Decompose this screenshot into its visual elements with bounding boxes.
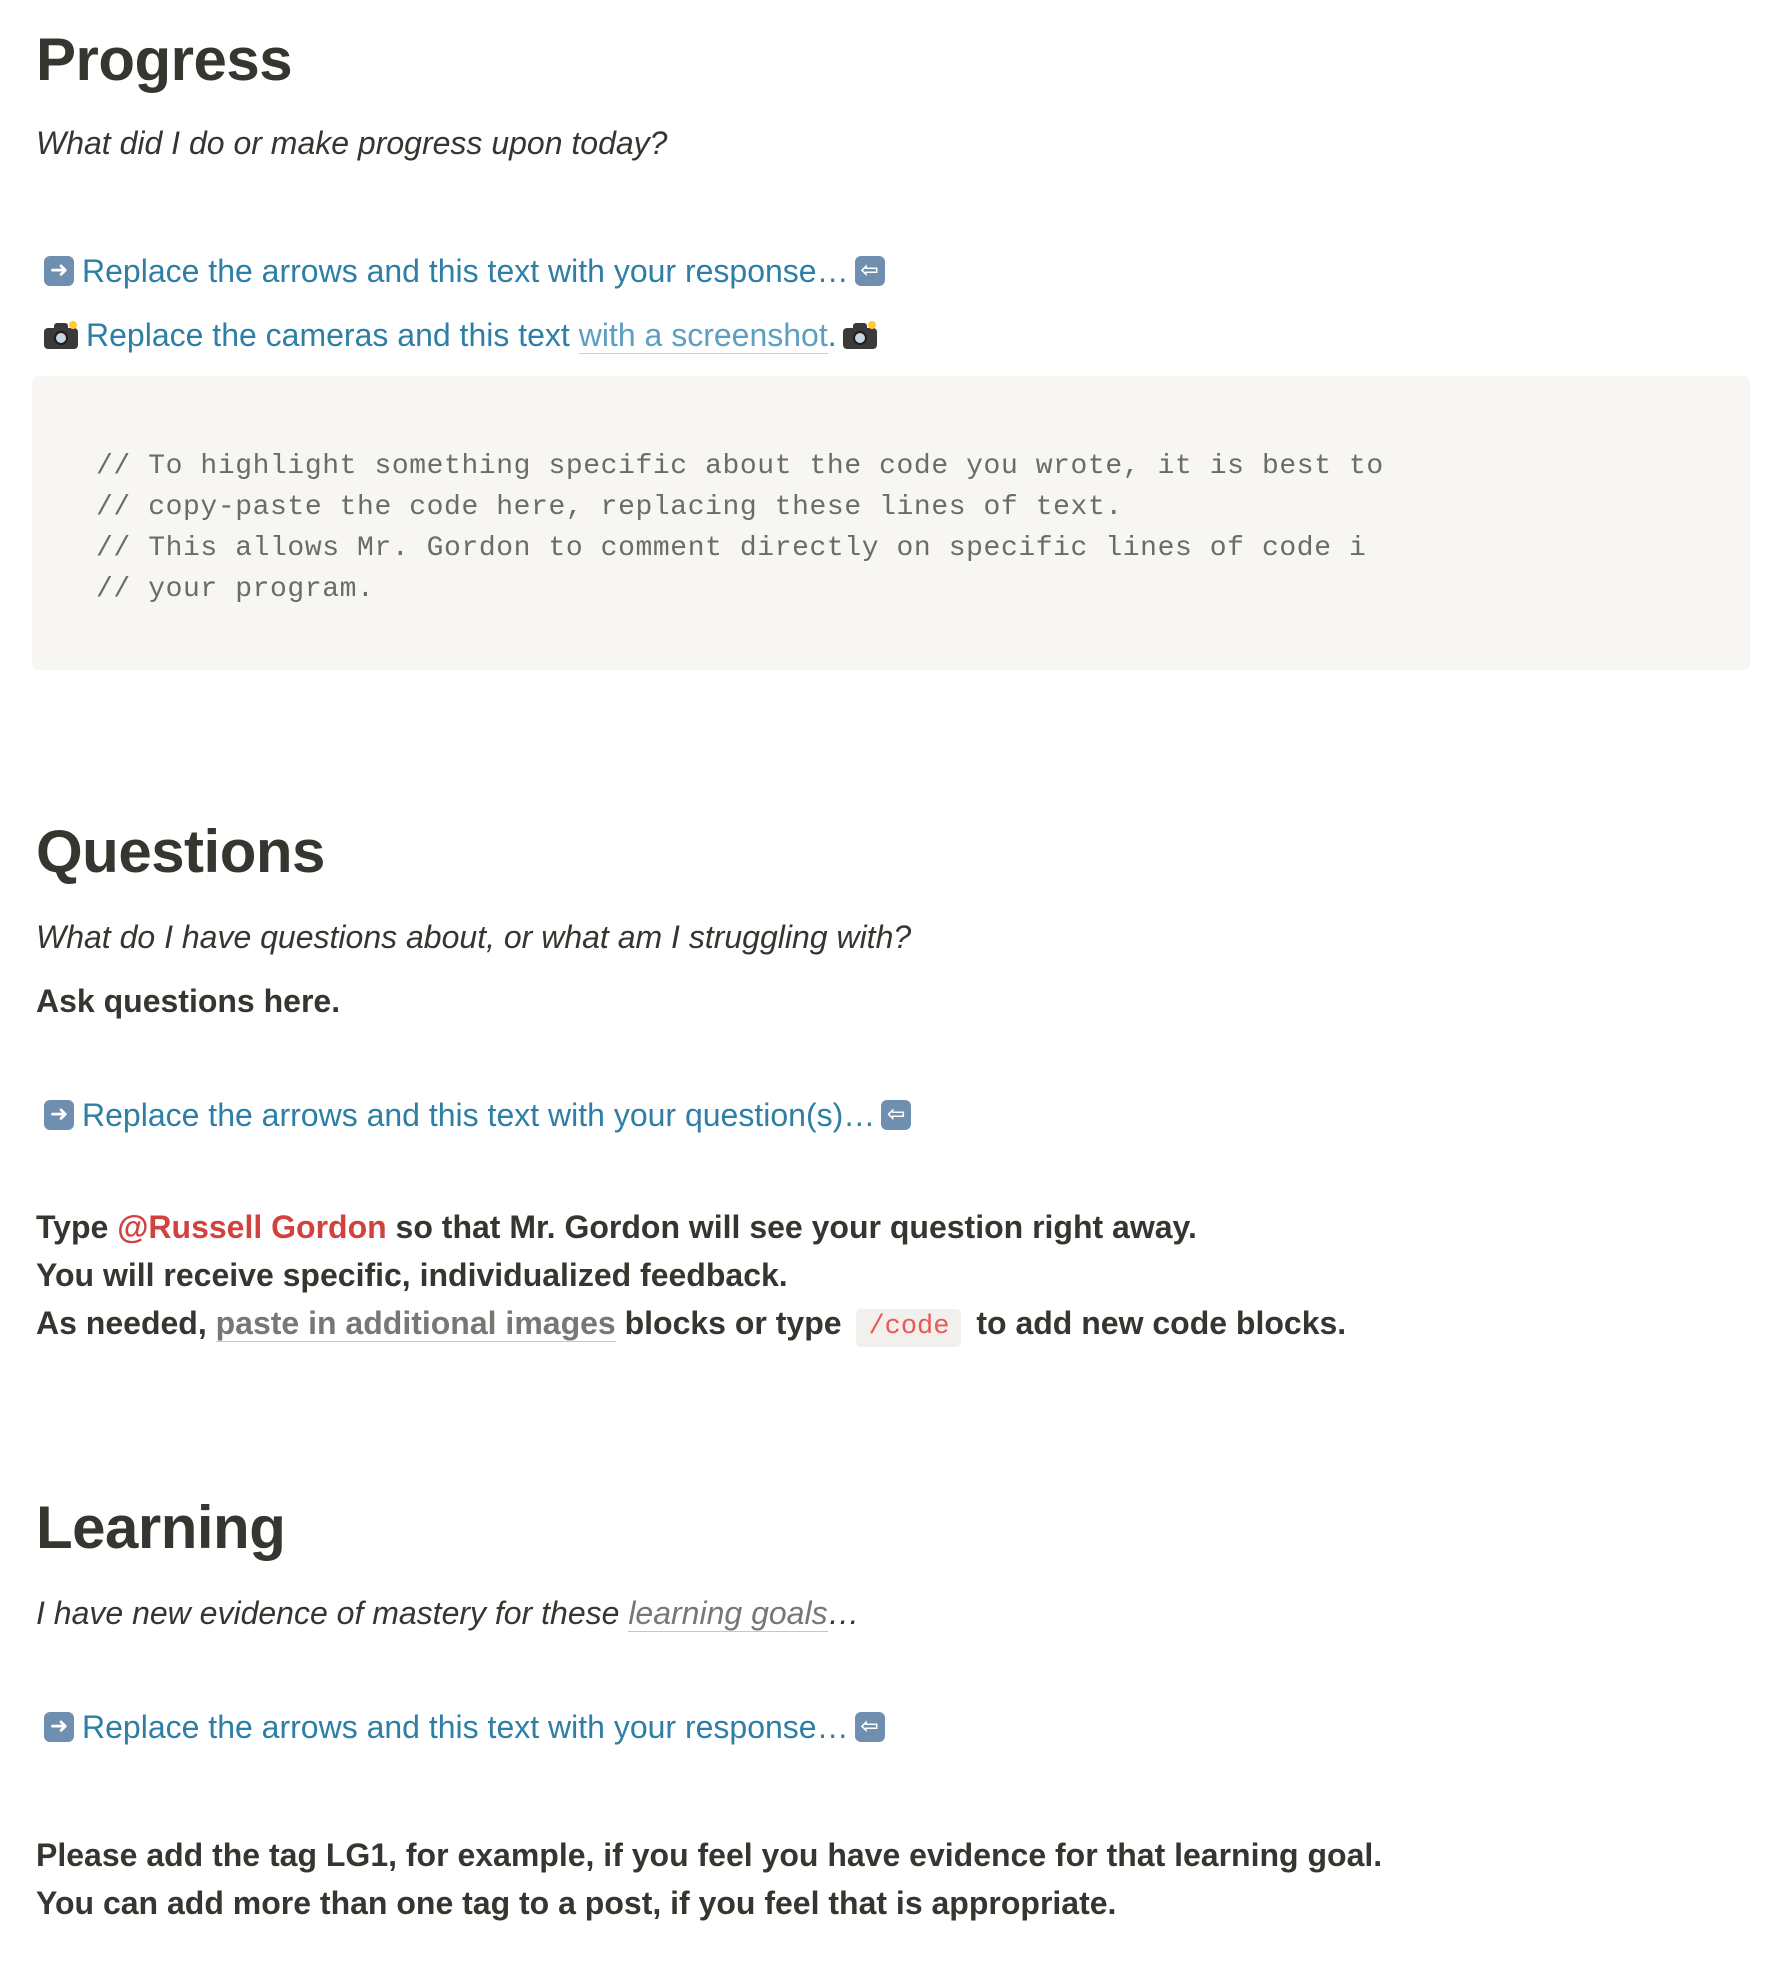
code-block-text[interactable]: // To highlight something specific about the code you wrote, it is best to // copy-paste the code here, replacing these lines of text. // This allows Mr. Gordon to comment directly on specific lines of code i // your program.	[96, 451, 1384, 605]
as-needed-line: As needed, paste in additional images blocks or type /code to add new code blocks.	[36, 1304, 1346, 1347]
right-arrow-icon: ➜	[44, 256, 74, 286]
progress-response-text: Replace the arrows and this text with your response…	[82, 253, 849, 289]
progress-response-line[interactable]	[44, 252, 887, 290]
screenshot-line-text: Replace the cameras and this text with a screenshot.	[86, 317, 837, 353]
questions-response-text: Replace the arrows and this text with your question(s)…	[82, 1097, 876, 1133]
progress-prompt: What did I do or make progress upon today?	[36, 125, 668, 161]
left-arrow-icon: ⇦	[855, 1712, 885, 1742]
right-arrow-icon: ➜	[44, 1712, 74, 1742]
left-arrow-icon: ⇦	[855, 256, 885, 286]
questions-prompt: What do I have questions about, or what am I struggling with?	[36, 919, 912, 955]
code-command-chip: /code	[856, 1309, 961, 1347]
russell-gordon-mention[interactable]: @Russell Gordon	[117, 1209, 387, 1245]
questions-heading: Questions	[36, 818, 325, 885]
learning-prompt: I have new evidence of mastery for these learning goals…	[36, 1595, 860, 1631]
camera-flash-icon	[843, 321, 877, 349]
learning-heading: Learning	[36, 1494, 286, 1561]
camera-flash-icon	[44, 321, 78, 349]
paste-images-link[interactable]: paste in additional images	[215, 1305, 616, 1341]
questions-instruction: Ask questions here.	[36, 983, 341, 1019]
progress-screenshot-line[interactable]	[44, 316, 879, 354]
tag-line: Please add the tag LG1, for example, if you feel you have evidence for that learning goal.	[36, 1837, 1383, 1873]
learning-response-line[interactable]	[44, 1708, 887, 1746]
more-tags-line: You can add more than one tag to a post, if you feel that is appropriate.	[36, 1885, 1117, 1921]
progress-heading: Progress	[36, 26, 293, 93]
questions-response-line[interactable]	[44, 1096, 913, 1134]
screenshot-link[interactable]: with a screenshot	[578, 317, 828, 353]
learning-response-text: Replace the arrows and this text with your response…	[82, 1709, 849, 1745]
mention-line: Type @Russell Gordon so that Mr. Gordon will see your question right away.	[36, 1209, 1197, 1245]
left-arrow-icon: ⇦	[881, 1100, 911, 1130]
learning-goals-link[interactable]: learning goals	[628, 1595, 828, 1631]
code-block[interactable]	[32, 376, 1750, 670]
feedback-line: You will receive specific, individualized feedback.	[36, 1257, 788, 1293]
right-arrow-icon: ➜	[44, 1100, 74, 1130]
